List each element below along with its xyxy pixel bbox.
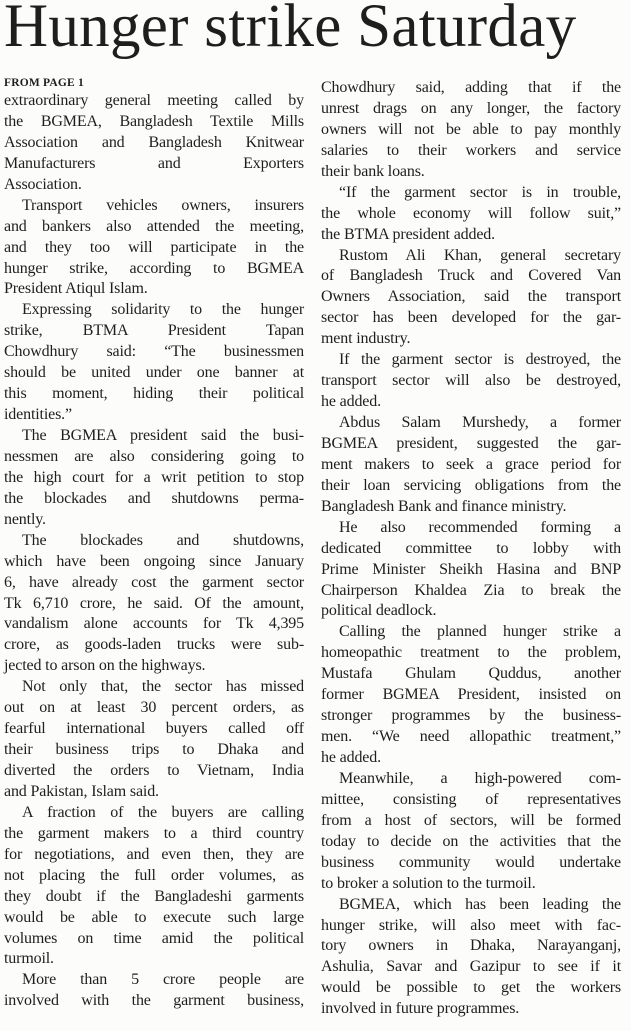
text-line: ment makers to seek a grace period for bbox=[321, 455, 621, 473]
text-line: Manufacturers and Exporters bbox=[4, 154, 304, 172]
text-line: Chowdhury said, adding that if the bbox=[321, 79, 621, 96]
text-line: More than 5 crore people are bbox=[22, 971, 304, 989]
text-line: and they too will participate in the bbox=[4, 238, 304, 256]
text-line: Tk 6,710 crore, he said. Of the amount, bbox=[4, 594, 304, 612]
text-line: to broker a solution to the turmoil. bbox=[321, 874, 536, 892]
text-line: would be possible to get the workers bbox=[321, 979, 621, 997]
text-line: out on at least 30 percent orders, as bbox=[4, 699, 304, 717]
text-line: of Bangladesh Truck and Covered Van bbox=[321, 267, 621, 285]
text-line: which have been ongoing since January bbox=[4, 552, 304, 570]
text-line: Chairperson Khaldea Zia to break the bbox=[321, 581, 621, 599]
text-line: Prime Minister Sheikh Hasina and BNP bbox=[321, 560, 621, 578]
article-paragraph bbox=[4, 803, 304, 971]
text-line: volumes on time amid the political bbox=[4, 929, 304, 947]
text-line: business community would undertake bbox=[321, 853, 621, 871]
text-line: salaries to their workers and service bbox=[321, 141, 621, 159]
text-line: they doubt if the Bangladeshi garments bbox=[4, 887, 304, 905]
text-line: and Pakistan, Islam said. bbox=[4, 782, 159, 800]
text-line: 6, have already cost the garment sector bbox=[4, 573, 304, 591]
text-line: their bank loans. bbox=[321, 162, 425, 180]
text-line: should be united under one banner at bbox=[4, 364, 304, 382]
text-line: hunger strike, according to BGMEA bbox=[4, 259, 304, 277]
text-line: Bangladesh Bank and finance ministry. bbox=[321, 497, 567, 515]
text-line: sector has been developed for the gar- bbox=[321, 309, 621, 327]
text-line: dedicated committee to lobby with bbox=[321, 539, 621, 557]
text-line: unrest drags on any longer, the factory bbox=[321, 99, 621, 117]
article-paragraph bbox=[321, 183, 621, 246]
text-line: ment industry. bbox=[321, 330, 411, 348]
text-line: Not only that, the sector has missed bbox=[22, 678, 304, 696]
text-line: Mustafa Ghulam Quddus, another bbox=[321, 665, 621, 683]
article-paragraph bbox=[321, 246, 621, 351]
article-paragraph bbox=[4, 426, 304, 531]
text-line: transport sector will also be destroyed, bbox=[321, 372, 621, 390]
text-line: their loan servicing obligations from the bbox=[321, 476, 621, 494]
text-line: owners will not be able to pay monthly bbox=[321, 120, 621, 138]
text-line: mittee, consisting of representatives bbox=[321, 790, 621, 808]
text-line: crore, as goods-laden trucks were sub- bbox=[4, 636, 304, 654]
article-paragraph bbox=[321, 518, 621, 623]
text-line: nently. bbox=[4, 510, 46, 528]
text-line: would be able to execute such large bbox=[4, 908, 304, 926]
text-line: jected to arson on the highways. bbox=[4, 657, 206, 675]
text-line: Chowdhury said: “The businessmen bbox=[4, 343, 304, 361]
text-line: Meanwhile, a high-powered com- bbox=[339, 769, 621, 787]
text-line: Rustom Ali Khan, general secretary bbox=[339, 246, 621, 264]
text-line: today to decide on the activities that the bbox=[321, 832, 621, 850]
text-line: the garment makers to a third country bbox=[4, 824, 304, 842]
text-line: Owners Association, said the transport bbox=[321, 288, 621, 306]
article-paragraph bbox=[321, 769, 621, 895]
article-paragraph bbox=[321, 350, 621, 413]
text-line: the BGMEA, Bangladesh Textile Mills bbox=[4, 112, 304, 130]
text-line: the high court for a writ petition to stop bbox=[4, 468, 304, 486]
text-line: Association and Bangladesh Knitwear bbox=[4, 133, 304, 151]
headline: Hunger strike Saturday bbox=[4, 0, 577, 60]
text-line: “If the garment sector is in trouble, bbox=[339, 183, 621, 201]
text-line: former BGMEA President, insisted on bbox=[321, 686, 621, 704]
text-line: for negotiations, and even then, they are bbox=[4, 845, 304, 863]
text-line: fearful international buyers called off bbox=[4, 720, 304, 738]
article-paragraph bbox=[4, 91, 304, 196]
text-line: extraordinary general meeting called by bbox=[4, 92, 304, 109]
text-line: Abdus Salam Murshedy, a former bbox=[339, 414, 621, 431]
text-line: Expressing solidarity to the hunger bbox=[22, 301, 304, 319]
article-paragraph bbox=[4, 531, 304, 678]
article-paragraph bbox=[321, 622, 621, 769]
text-line: the whole economy will follow suit,” bbox=[321, 204, 621, 222]
text-line: strike, BTMA President Tapan bbox=[4, 322, 304, 340]
text-line: political deadlock. bbox=[321, 602, 437, 620]
text-line: involved with the garment business, bbox=[4, 992, 304, 1010]
text-line: President Atiqul Islam. bbox=[4, 280, 148, 298]
text-line: Association. bbox=[4, 175, 82, 193]
text-line: the BTMA president added. bbox=[321, 225, 495, 243]
from-page-label: FROM PAGE 1 bbox=[4, 77, 84, 89]
text-line: homeopathic treatment to the problem, bbox=[321, 644, 621, 662]
text-line: he added. bbox=[321, 393, 381, 411]
text-line: Transport vehicles owners, insurers bbox=[22, 196, 304, 214]
text-line: the blockades and shutdowns perma- bbox=[4, 489, 304, 507]
text-line: He also recommended forming a bbox=[339, 518, 621, 536]
text-line: involved in future programmes. bbox=[321, 1000, 520, 1018]
text-line: BGMEA, which has been leading the bbox=[339, 895, 621, 913]
text-line: tory owners in Dhaka, Narayanganj, bbox=[321, 937, 621, 955]
text-line: men. “We need allopathic treatment,” bbox=[321, 728, 621, 746]
article-paragraph bbox=[4, 196, 304, 301]
text-line: If the garment sector is destroyed, the bbox=[339, 351, 621, 369]
text-line: he added. bbox=[321, 749, 381, 766]
article-paragraph bbox=[321, 895, 621, 1021]
text-line: Calling the planned hunger strike a bbox=[339, 623, 621, 641]
article-column-right bbox=[321, 78, 621, 1020]
text-line: The blockades and shutdowns, bbox=[22, 531, 304, 549]
text-line: A fraction of the buyers are calling bbox=[22, 803, 304, 821]
text-line: stronger programmes by the business- bbox=[321, 707, 621, 725]
text-line: nessmen are also considering going to bbox=[4, 447, 304, 465]
text-line: this moment, hiding their political bbox=[4, 385, 304, 403]
text-line: BGMEA president, suggested the gar- bbox=[321, 434, 621, 452]
text-line: Ashulia, Savar and Gazipur to see if it bbox=[321, 958, 621, 976]
text-line: from a host of sectors, will be formed bbox=[321, 811, 621, 829]
article-paragraph bbox=[321, 78, 621, 183]
text-line: identities.” bbox=[4, 406, 72, 424]
text-line: not placing the full order volumes, as bbox=[4, 866, 304, 884]
text-line: hunger strike, will also meet with fac- bbox=[321, 916, 621, 934]
text-line: The BGMEA president said the busi- bbox=[22, 427, 304, 444]
text-line: their business trips to Dhaka and bbox=[4, 741, 304, 759]
text-line: turmoil. bbox=[4, 950, 54, 968]
article-paragraph bbox=[4, 677, 304, 803]
article-column-left bbox=[4, 76, 304, 1012]
text-line: and bankers also attended the meeting, bbox=[4, 217, 304, 235]
article-paragraph bbox=[321, 413, 621, 518]
article-paragraph bbox=[4, 970, 304, 1012]
text-line: vandalism alone accounts for Tk 4,395 bbox=[4, 615, 304, 633]
text-line: diverted the orders to Vietnam, India bbox=[4, 762, 304, 779]
article-paragraph bbox=[4, 300, 304, 426]
